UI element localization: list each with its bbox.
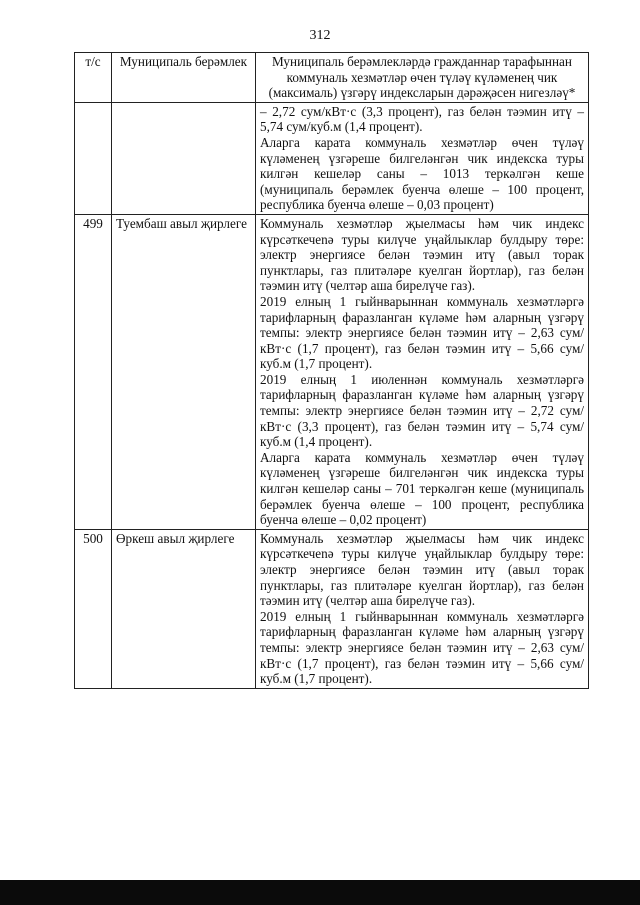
municipality-name: Өркеш авыл җирлеге (112, 529, 256, 688)
header-municipality: Муниципаль берәмлек (112, 53, 256, 103)
table-header-row (75, 53, 589, 103)
row-number: 500 (75, 529, 112, 688)
basis-paragraph: Аларга карата коммуналь хезмәтләр өчен түләү күләменең үзгәреше билгеләнгән чик индекска туры килгән кешеләр саны – 701 теркәлгән кеше (муниципаль берәмлек буенча өлеше – 100 процент, республика буенча өлеше – 0,02 процент) (260, 449, 584, 528)
table-row (75, 529, 589, 688)
row-number: 499 (75, 214, 112, 529)
table-row (75, 214, 589, 529)
cell-basis (256, 102, 589, 214)
table-row-continuation (75, 102, 589, 214)
tariff-index-table (74, 52, 589, 689)
page-number: 312 (309, 28, 331, 43)
cell-basis (256, 529, 589, 688)
header-basis: Муниципаль берәмлекләрдә гражданнар тарафыннан коммуналь хезмәтләр өчен түләү күләменең чик (максималь) үзгәрү индексларын дәрәҗәсен нигезләү* (256, 53, 589, 103)
header-num: т/с (75, 53, 112, 103)
scan-bottom-edge (0, 880, 640, 905)
basis-paragraph: Коммуналь хезмәтләр җыелмасы һәм чик индекс күрсәткечenә туры килүче уңайлыклар булдыру төре: электр энергиясе белән тәэмин итү (авыл торак пунктлары, газ плитәләре куелган йортлар), газ белән тәэмин итү (челтәр аша бирелүче газ). (260, 530, 584, 609)
municipality-name: Туембаш авыл җирлеге (112, 214, 256, 529)
basis-paragraph: – 2,72 сум/кВт·с (3,3 процент), газ белән тәэмин итү – 5,74 сум/куб.м (1,4 процент). (260, 103, 584, 135)
cell-num-empty (75, 102, 112, 214)
cell-basis (256, 214, 589, 529)
basis-paragraph: Коммуналь хезмәтләр җыелмасы һәм чик индекс күрсәткечenә туры килүче уңайлыклар булдыру төре: электр энергиясе белән тәэмин итү (авыл торак пунктлары, газ плитәләре куелган йортлар), газ белән тәэмин итү (челтәр аша бирелүче газ). (260, 215, 584, 294)
basis-paragraph: 2019 елның 1 июленнән коммуналь хезмәтләргә тарифларның фаразланган күләме һәм аларның үзгәрү темпы: электр энергиясе белән тәэмин итү – 2,72 сум/кВт·с (3,3 процент), газ белән тәэмин итү – 5,74 сум/куб.м (1,4 процент). (260, 371, 584, 450)
cell-municipality-empty (112, 102, 256, 214)
basis-paragraph: Аларга карата коммуналь хезмәтләр өчен түләү күләменең үзгәреше билгеләнгән чик индекска туры килгән кешеләр саны – 1013 теркәлгән кеше (муниципаль берәмлек буенча өлеше – 100 процент, республика буенча өлеше – 0,03 процент) (260, 134, 584, 213)
basis-paragraph: 2019 елның 1 гыйнварыннан коммуналь хезмәтләргә тарифларның фаразланган күләме һәм аларның үзгәрү темпы: электр энергиясе белән тәэмин итү – 2,63 сум/кВт·с (1,7 процент), газ белән тәэмин итү – 5,66 сум/куб.м (1,7 процент). (260, 293, 584, 372)
basis-paragraph: 2019 елның 1 гыйнварыннан коммуналь хезмәтләргә тарифларның фаразланган күләме һәм аларның үзгәрү темпы: электр энергиясе белән тәэмин итү – 2,63 сум/кВт·с (1,7 процент), газ белән тәэмин итү – 5,66 сум/куб.м (1,7 процент). (260, 608, 584, 687)
